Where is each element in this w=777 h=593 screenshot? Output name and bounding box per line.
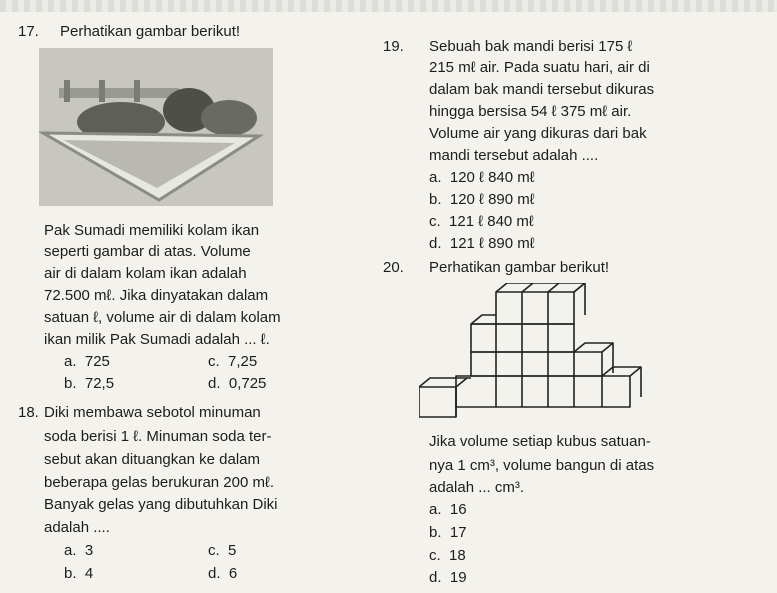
q18-line-3: sebut akan dituangkan ke dalam bbox=[44, 451, 260, 468]
q19-option-a[interactable]: a. 120 ℓ 840 mℓ bbox=[429, 169, 535, 186]
fish-pond-photo bbox=[39, 48, 273, 206]
q19-option-d[interactable]: d. 121 ℓ 890 mℓ bbox=[429, 235, 535, 252]
q19-option-c[interactable]: c. 121 ℓ 840 mℓ bbox=[429, 213, 534, 230]
q20-option-c[interactable]: c. 18 bbox=[429, 547, 466, 564]
q18-option-a[interactable]: a. 3 bbox=[64, 542, 94, 559]
q19-line-1: Sebuah bak mandi berisi 175 ℓ bbox=[429, 38, 633, 55]
q20-title: Perhatikan gambar berikut! bbox=[429, 259, 610, 276]
q20-option-d[interactable]: d. 19 bbox=[429, 569, 467, 586]
q18-line-4: beberapa gelas berukuran 200 mℓ. bbox=[44, 474, 275, 491]
q19-line-4: hingga bersisa 54 ℓ 375 mℓ air. bbox=[429, 103, 632, 120]
q20-option-a[interactable]: a. 16 bbox=[429, 501, 467, 518]
q20-line-3: adalah ... cm³. bbox=[429, 479, 525, 496]
q17-option-b[interactable]: b. 72,5 bbox=[64, 375, 115, 392]
q17-number: 17. bbox=[18, 23, 39, 40]
q19-line-2: 215 mℓ air. Pada suatu hari, air di bbox=[429, 59, 650, 76]
q17-option-a[interactable]: a. 725 bbox=[64, 353, 110, 370]
top-stripe bbox=[0, 0, 777, 12]
q19-line-6: mandi tersebut adalah .... bbox=[429, 147, 599, 164]
q18-line-5: Banyak gelas yang dibutuhkan Diki bbox=[44, 496, 278, 513]
q17-line-3: air di dalam kolam ikan adalah bbox=[44, 265, 247, 282]
q17-title: Perhatikan gambar berikut! bbox=[60, 23, 241, 40]
q17-line-1: Pak Sumadi memiliki kolam ikan bbox=[44, 222, 260, 239]
q18-line-1: Diki membawa sebotol minuman bbox=[44, 404, 261, 421]
q17-option-d[interactable]: d. 0,725 bbox=[208, 375, 267, 392]
q20-line-1: Jika volume setiap kubus satuan- bbox=[429, 433, 651, 450]
q17-line-2: seperti gambar di atas. Volume bbox=[44, 243, 251, 260]
q19-option-b[interactable]: b. 120 ℓ 890 mℓ bbox=[429, 191, 535, 208]
q18-line-2: soda berisi 1 ℓ. Minuman soda ter- bbox=[44, 428, 272, 445]
q18-option-b[interactable]: b. 4 bbox=[64, 565, 94, 582]
q17-line-4: 72.500 mℓ. Jika dinyatakan dalam bbox=[44, 287, 269, 304]
q17-line-5: satuan ℓ, volume air di dalam kolam bbox=[44, 309, 281, 326]
q20-line-2: nya 1 cm³, volume bangun di atas bbox=[429, 457, 655, 474]
q18-line-6: adalah .... bbox=[44, 519, 110, 536]
q20-option-b[interactable]: b. 17 bbox=[429, 524, 467, 541]
q19-number: 19. bbox=[383, 38, 404, 55]
q19-line-5: Volume air yang dikuras dari bak bbox=[429, 125, 647, 142]
q17-line-6: ikan milik Pak Sumadi adalah ... ℓ. bbox=[44, 331, 270, 348]
unit-cube-figure bbox=[419, 283, 643, 421]
q18-option-c[interactable]: c. 5 bbox=[208, 542, 237, 559]
q19-line-3: dalam bak mandi tersebut dikuras bbox=[429, 81, 655, 98]
q20-number: 20. bbox=[383, 259, 404, 276]
q18-number: 18. bbox=[18, 404, 39, 421]
q17-option-c[interactable]: c. 7,25 bbox=[208, 353, 258, 370]
q18-option-d[interactable]: d. 6 bbox=[208, 565, 238, 582]
